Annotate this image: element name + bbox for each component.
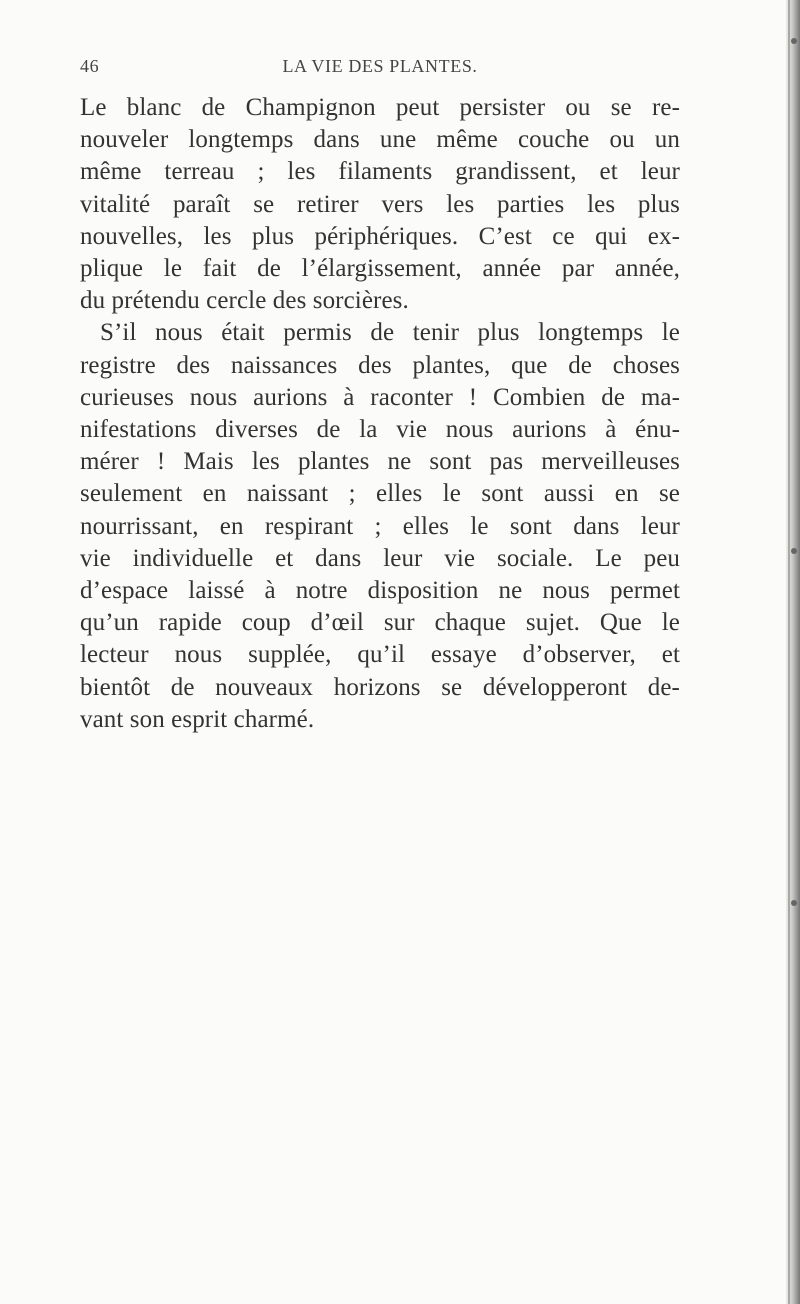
- text-line: seulement en naissant ; elles le sont aussi en se: [80, 480, 680, 508]
- paragraph-1: [80, 92, 680, 317]
- paragraph-2: [80, 317, 680, 736]
- text-line: nifestations diverses de la vie nous aurions à énu-: [80, 416, 680, 444]
- text-line: bientôt de nouveaux horizons se développeront de-: [80, 673, 680, 701]
- text-line: même terreau ; les filaments grandissent, et leur: [80, 158, 680, 186]
- text-line: plique le fait de l’élargissement, année par année,: [80, 255, 680, 283]
- text-line: Le blanc de Champignon peut persister ou se re-: [80, 94, 680, 121]
- text-line: mérer ! Mais les plantes ne sont pas merveilleuses: [80, 448, 680, 476]
- main-text: [80, 92, 680, 736]
- text-line: lecteur nous supplée, qu’il essaye d’observer, et: [80, 641, 680, 669]
- text-line: nourrissant, en respirant ; elles le sont dans leur: [80, 512, 680, 540]
- text-line: vitalité paraît se retirer vers les parties les plus: [80, 190, 680, 218]
- text-line: du prétendu cercle des sorcières.: [80, 287, 409, 315]
- text-line: S’il nous était permis de tenir plus longtemps le: [100, 319, 680, 347]
- text-line: curieuses nous aurions à raconter ! Combien de ma-: [80, 383, 680, 411]
- text-line: vant son esprit charmé.: [80, 705, 315, 733]
- edge-dot-mark: [791, 38, 797, 44]
- edge-dot-mark: [791, 900, 797, 906]
- page-number: 46: [80, 56, 100, 76]
- text-line: d’espace laissé à notre disposition ne nous permet: [80, 577, 680, 605]
- text-line: qu’un rapide coup d’œil sur chaque sujet. Que le: [80, 609, 680, 637]
- text-line: nouveler longtemps dans une même couche ou un: [80, 126, 680, 154]
- edge-dot-mark: [791, 548, 797, 554]
- text-line: registre des naissances des plantes, que de choses: [80, 351, 680, 379]
- running-title: LA VIE DES PLANTES.: [282, 56, 478, 76]
- text-line: nouvelles, les plus périphériques. C’est ce qui ex-: [80, 222, 680, 250]
- page-edge-line: [788, 0, 790, 1304]
- text-line: vie individuelle et dans leur vie sociale. Le peu: [80, 544, 680, 572]
- page-header: [80, 56, 680, 86]
